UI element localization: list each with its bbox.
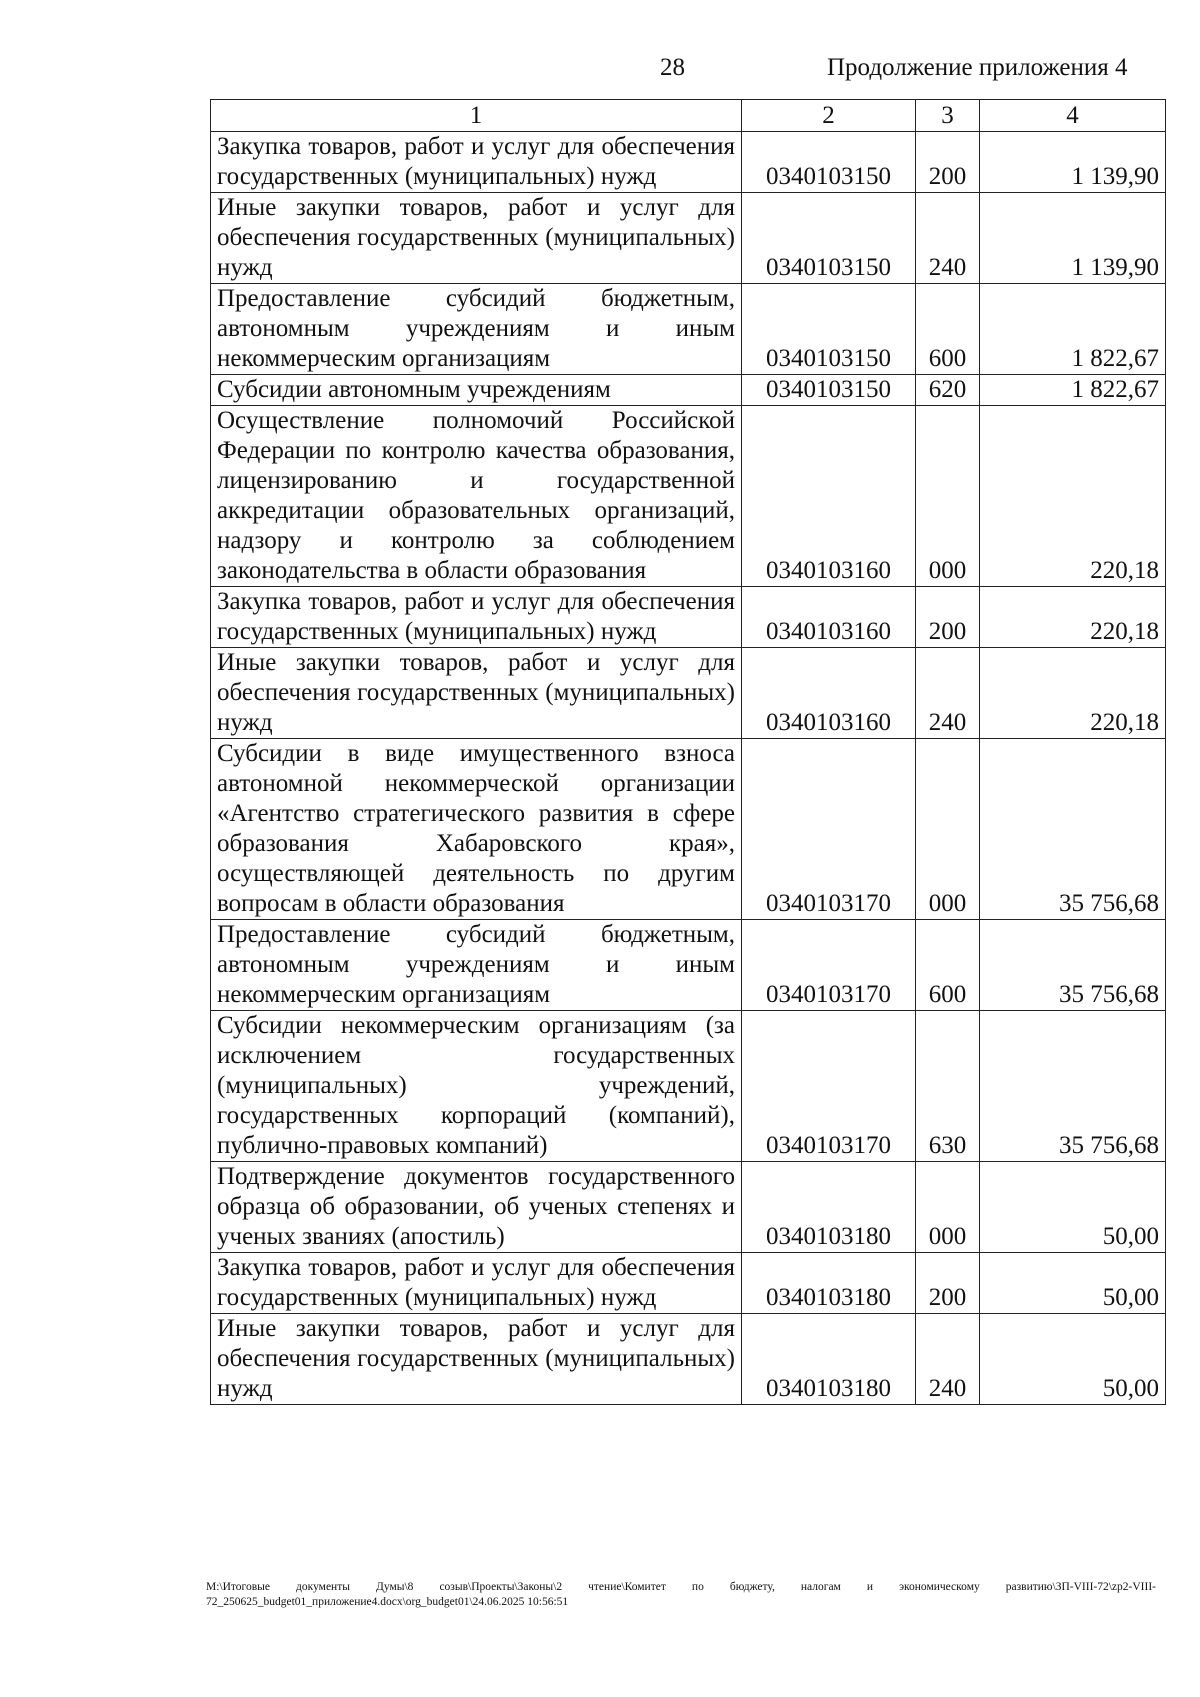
row-amount-cell: 220,18	[980, 587, 1166, 648]
row-amount-cell: 50,00	[980, 1314, 1166, 1405]
row-code-cell: 0340103150	[742, 132, 916, 193]
row-code-cell: 0340103150	[742, 284, 916, 375]
table-row	[211, 284, 1166, 375]
row-amount-cell: 50,00	[980, 1162, 1166, 1253]
column-header-3: 3	[916, 100, 980, 132]
table-row	[211, 406, 1166, 587]
row-amount-cell: 1 139,90	[980, 193, 1166, 284]
table-row	[211, 920, 1166, 1011]
row-type-cell: 000	[916, 406, 980, 587]
table-header-row	[211, 100, 1166, 132]
row-name-cell: Осуществление полномочий Российской Федерации по контролю качества образования, лицензированию и государственной аккредитации образовательных организаций, надзору и контролю за соблюдением законодательства в области образования	[211, 406, 742, 587]
budget-table	[210, 99, 1166, 1405]
table-row	[211, 132, 1166, 193]
row-type-cell: 200	[916, 132, 980, 193]
row-name-cell: Предоставление субсидий бюджетным, автономным учреждениям и иным некоммерческим организациям	[211, 284, 742, 375]
row-name-cell: Иные закупки товаров, работ и услуг для обеспечения государственных (муниципальных) нужд	[211, 193, 742, 284]
row-name-cell: Подтверждение документов государственного образца об образовании, об ученых степенях и ученых званиях (апостиль)	[211, 1162, 742, 1253]
row-type-cell: 620	[916, 375, 980, 406]
row-name-cell: Субсидии в виде имущественного взноса автономной некоммерческой организации «Агентство стратегического развития в сфере образования Хабаровского края», осуществляющей деятельность по другим вопросам в области образования	[211, 739, 742, 920]
row-name-cell: Иные закупки товаров, работ и услуг для обеспечения государственных (муниципальных) нужд	[211, 1314, 742, 1405]
column-header-2: 2	[742, 100, 916, 132]
row-amount-cell: 1 139,90	[980, 132, 1166, 193]
page-number: 28	[660, 54, 685, 81]
row-name-cell: Предоставление субсидий бюджетным, автономным учреждениям и иным некоммерческим организациям	[211, 920, 742, 1011]
row-amount-cell: 35 756,68	[980, 1011, 1166, 1162]
row-name-cell: Закупка товаров, работ и услуг для обеспечения государственных (муниципальных) нужд	[211, 1253, 742, 1314]
column-header-4: 4	[980, 100, 1166, 132]
row-type-cell: 240	[916, 648, 980, 739]
row-code-cell: 0340103170	[742, 920, 916, 1011]
table-row	[211, 648, 1166, 739]
row-name-cell: Субсидии некоммерческим организациям (за исключением государственных (муниципальных) учреждений, государственных корпораций (компаний), публично-правовых компаний)	[211, 1011, 742, 1162]
table-row	[211, 375, 1166, 406]
table-row	[211, 739, 1166, 920]
row-type-cell: 000	[916, 1162, 980, 1253]
row-code-cell: 0340103150	[742, 375, 916, 406]
row-name-cell: Закупка товаров, работ и услуг для обеспечения государственных (муниципальных) нужд	[211, 587, 742, 648]
table-row	[211, 587, 1166, 648]
table-row	[211, 1162, 1166, 1253]
row-code-cell: 0340103180	[742, 1314, 916, 1405]
document-path-footer: М:\Итоговые документы Думы\8 созыв\Проекты\Законы\2 чтение\Комитет по бюджету, налогам и экономическому развитию\ЗП-VIII-72\zp2-VIII-72_250625_budget01_приложение4.docx\org_budget01\24.06.2025 10:56:51	[206, 1581, 1156, 1608]
row-type-cell: 240	[916, 193, 980, 284]
row-amount-cell: 1 822,67	[980, 284, 1166, 375]
row-code-cell: 0340103180	[742, 1162, 916, 1253]
row-code-cell: 0340103150	[742, 193, 916, 284]
table-row	[211, 1253, 1166, 1314]
row-type-cell: 240	[916, 1314, 980, 1405]
table-row	[211, 1314, 1166, 1405]
row-type-cell: 000	[916, 739, 980, 920]
row-type-cell: 200	[916, 1253, 980, 1314]
row-code-cell: 0340103170	[742, 1011, 916, 1162]
row-code-cell: 0340103170	[742, 739, 916, 920]
row-name-cell: Субсидии автономным учреждениям	[211, 375, 742, 406]
table-row	[211, 1011, 1166, 1162]
appendix-continuation-label: Продолжение приложения 4	[827, 54, 1128, 81]
row-code-cell: 0340103160	[742, 587, 916, 648]
row-type-cell: 200	[916, 587, 980, 648]
row-amount-cell: 220,18	[980, 406, 1166, 587]
row-code-cell: 0340103180	[742, 1253, 916, 1314]
row-name-cell: Закупка товаров, работ и услуг для обеспечения государственных (муниципальных) нужд	[211, 132, 742, 193]
row-code-cell: 0340103160	[742, 406, 916, 587]
column-header-1: 1	[211, 100, 742, 132]
row-type-cell: 630	[916, 1011, 980, 1162]
table-row	[211, 193, 1166, 284]
row-type-cell: 600	[916, 284, 980, 375]
row-amount-cell: 50,00	[980, 1253, 1166, 1314]
row-amount-cell: 35 756,68	[980, 739, 1166, 920]
row-type-cell: 600	[916, 920, 980, 1011]
row-amount-cell: 1 822,67	[980, 375, 1166, 406]
row-code-cell: 0340103160	[742, 648, 916, 739]
row-amount-cell: 220,18	[980, 648, 1166, 739]
row-name-cell: Иные закупки товаров, работ и услуг для обеспечения государственных (муниципальных) нужд	[211, 648, 742, 739]
row-amount-cell: 35 756,68	[980, 920, 1166, 1011]
